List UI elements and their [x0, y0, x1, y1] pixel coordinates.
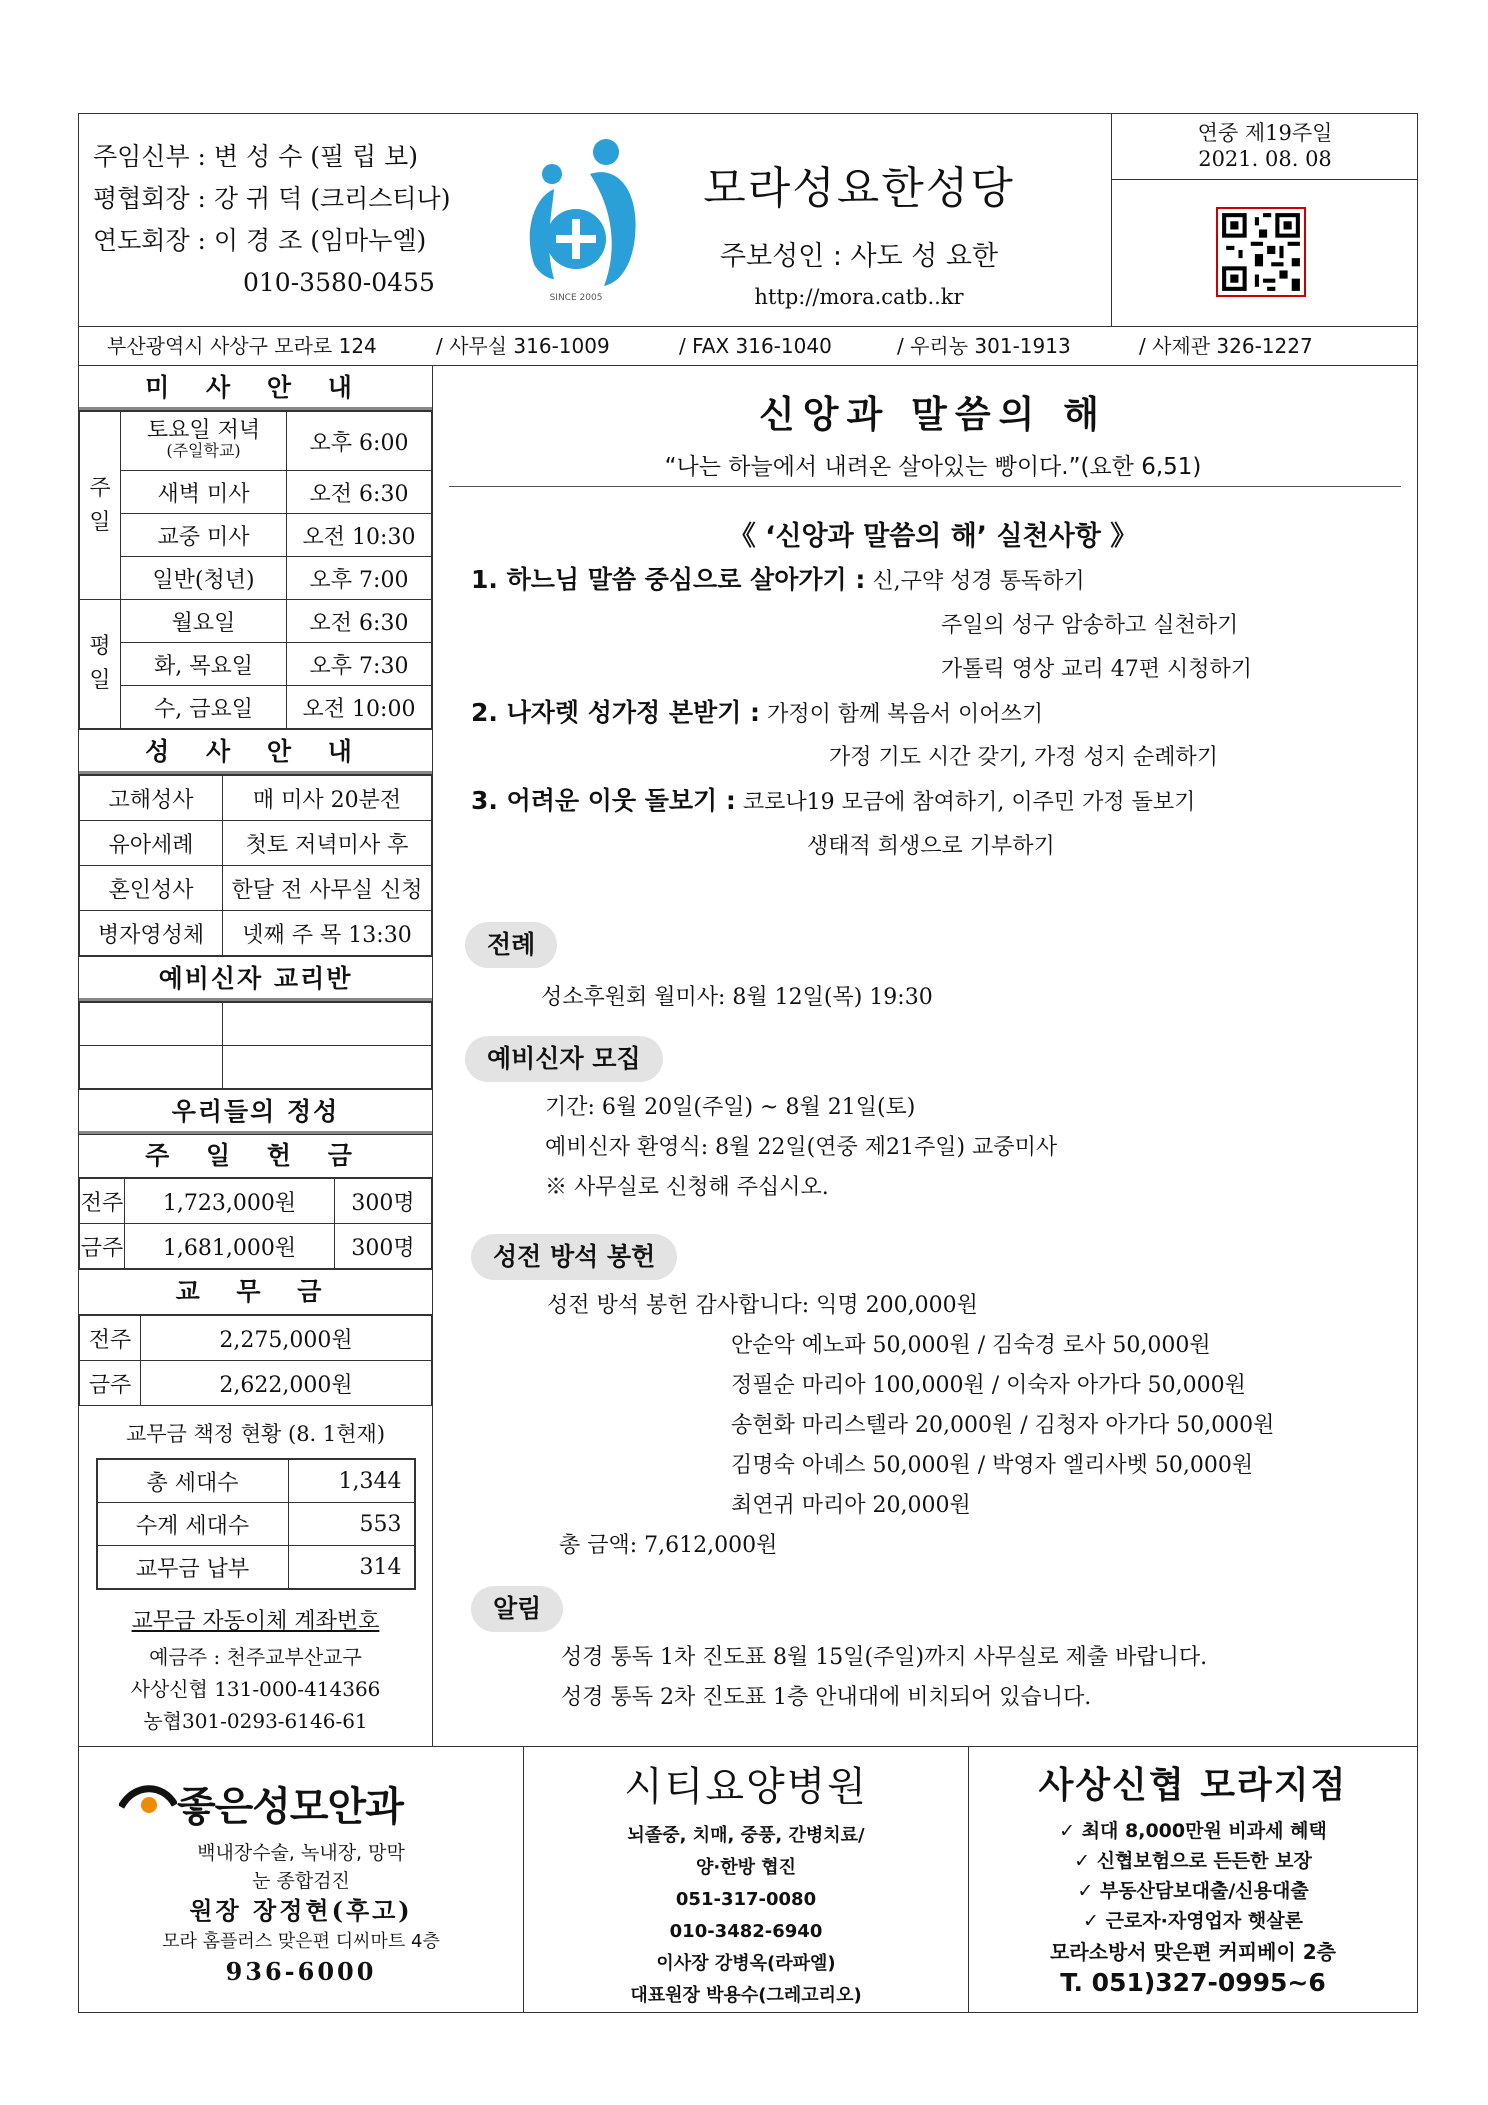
mass-name: 교중 미사: [121, 514, 287, 557]
notice-heading: 알림: [471, 1586, 563, 1632]
year-theme-title: 신앙과 말씀의 해: [759, 393, 1107, 436]
sacrament-table: [79, 775, 432, 956]
mass-time: 오전 10:30: [287, 514, 432, 557]
notice-line: 성경 통독 2차 진도표 1층 안내대에 비치되어 있습니다.: [561, 1685, 1092, 1710]
liturgy-heading: 전례: [465, 922, 557, 968]
council-president: 평협회장 : 강 귀 덕 (크리스티나): [93, 184, 451, 213]
status-label: 교무금 납부: [97, 1546, 289, 1590]
dues-week: 전주: [80, 1316, 141, 1361]
mass-name: 새벽 미사: [121, 471, 287, 514]
eye-clinic-phone: 936-6000: [225, 1957, 377, 1986]
offering-week: 금주: [80, 1224, 125, 1269]
mass-name: 일반(청년): [121, 557, 287, 600]
recruit-line: 예비신자 환영식: 8월 22일(연중 제21주일) 교중미사: [545, 1135, 1058, 1160]
mass-name: 토요일 저녁 (주일학교): [121, 412, 287, 471]
dues-amount: 2,275,000원: [141, 1316, 432, 1361]
offering-week: 전주: [80, 1179, 125, 1224]
credit-union-benefits: ✓ 최대 8,000만원 비과세 혜택 ✓ 신협보험으로 든든한 보장 ✓ 부동산담보대출/신용대출 ✓ 근로자·자영업자 햇살론: [1059, 1820, 1327, 1932]
notice-list: [561, 1638, 1207, 1718]
cushion-donors: 정필순 마리아 100,000원 / 이숙자 아가다 50,000원: [731, 1373, 1246, 1398]
parish-logo: [524, 134, 654, 304]
eye-clinic-logo: [79, 1771, 523, 1829]
practice-item: [471, 780, 1411, 870]
status-label: 총 세대수: [97, 1459, 289, 1503]
rectory-phone: / 사제관 326-1227: [1139, 334, 1313, 358]
account-list: [79, 1641, 432, 1737]
status-value: 1,344: [288, 1459, 415, 1503]
parish-url[interactable]: http://mora.catb..kr: [754, 285, 964, 309]
practice-item: [471, 692, 1411, 780]
eye-clinic-director: 원장 장정현(후고): [189, 1896, 413, 1925]
mass-time: 오전 10:00: [287, 686, 432, 729]
empty-cell: [223, 1046, 432, 1089]
mass-time: 오전 6:30: [287, 471, 432, 514]
practice-heading: 3. 어려운 이웃 돌보기 :: [471, 786, 736, 815]
practice-line: 가정이 함께 복음서 이어쓰기: [767, 702, 1044, 727]
liturgical-date: [1112, 114, 1418, 180]
practice-heading: 1. 하느님 말씀 중심으로 살아가기 :: [471, 565, 866, 594]
credit-union-location: 모라소방서 맞은편 커피베이 2층: [1050, 1940, 1336, 1964]
cushion-donors: 송현화 마리스텔라 20,000원 / 김청자 아가다 50,000원: [731, 1413, 1275, 1438]
mass-section-title: 미 사 안 내: [79, 366, 432, 411]
pastor: 주임신부 : 변 성 수 (필 립 보): [93, 142, 419, 171]
dues-amount: 2,622,000원: [141, 1361, 432, 1406]
dues-status-table: [96, 1458, 416, 1590]
cushion-heading: 성전 방석 봉헌: [471, 1234, 677, 1280]
main-column: [449, 366, 1417, 1746]
mass-name: 월요일: [121, 600, 287, 643]
cushion-donors: 최연귀 마리아 20,000원: [731, 1493, 971, 1518]
empty-cell: [80, 1003, 223, 1046]
office-phone: / 사무실 316-1009: [436, 334, 610, 358]
recruit-line: ※ 사무실로 신청해 주십시오.: [545, 1175, 829, 1200]
status-label: 수계 세대수: [97, 1503, 289, 1546]
eye-clinic-ad: [79, 1747, 524, 2013]
practice-list: [471, 558, 1411, 870]
logo-caption: SINCE 2005: [549, 293, 603, 303]
sacrament-name: 병자영성체: [80, 911, 223, 956]
eye-icon: [119, 1779, 177, 1819]
bulletin-page: [78, 113, 1418, 2013]
sunday-label: 주일: [80, 412, 121, 600]
sunday-offering-table: [79, 1178, 432, 1269]
practice-line: 신,구약 성경 통독하기: [872, 569, 1085, 594]
address-bar: [79, 327, 1417, 366]
mass-time: 오후 7:00: [287, 557, 432, 600]
offering-amount: 1,681,000원: [125, 1224, 335, 1269]
account-number: 사상신협 131-000-414366: [130, 1677, 381, 1701]
parish-header: [689, 152, 1029, 309]
eye-clinic-services: 백내장수술, 녹내장, 망막 눈 종합검진: [197, 1842, 405, 1892]
practice-line: 주일의 성구 암송하고 실천하기: [941, 613, 1239, 638]
qr-code[interactable]: [1216, 207, 1306, 297]
recruit-line: 기간: 6월 20일(주일) ~ 8월 21일(토): [545, 1095, 916, 1120]
catechumen-section-title: 예비신자 교리반: [79, 956, 432, 1002]
dues-title: 교 무 금: [79, 1269, 432, 1315]
account-title: 교무금 자동이체 계좌번호: [131, 1609, 380, 1634]
mass-schedule-table: [79, 411, 432, 729]
bulletin-date: 2021. 08. 08: [1198, 147, 1332, 171]
cushion-donor-list: [731, 1326, 1274, 1526]
farm-phone: / 우리농 301-1913: [897, 334, 1071, 358]
offering-count: 300명: [335, 1224, 432, 1269]
practice-line: 코로나19 모금에 참여하기, 이주민 가정 돌보기: [742, 790, 1196, 815]
account-holder: 예금주 : 천주교부산교구: [149, 1645, 362, 1669]
fax-number: / FAX 316-1040: [679, 334, 832, 358]
mass-name: 수, 금요일: [121, 686, 287, 729]
ad-strip: [79, 1746, 1417, 2013]
account-number: 농협301-0293-6146-61: [143, 1709, 368, 1733]
practice-line: 가정 기도 시간 갖기, 가정 성지 순례하기: [829, 745, 1218, 770]
liturgical-week: 연중 제19주일: [1197, 121, 1333, 145]
sunday-offering-title: 주 일 헌 금: [79, 1135, 432, 1178]
header: [79, 114, 1417, 327]
liturgy-text: 성소후원회 월미사: 8월 12일(목) 19:30: [541, 985, 933, 1010]
hospital-info: 뇌졸중, 치매, 중풍, 간병치료/ 양·한방 협진 051-317-0080 010-3482-6940 이사장 강병옥(라파엘) 대표원장 박용수(그레고리오): [627, 1825, 865, 2006]
sacrament-time: 넷째 주 목 13:30: [223, 911, 432, 956]
dues-week: 금주: [80, 1361, 141, 1406]
catechumen-table: [79, 1002, 432, 1089]
address: 부산광역시 사상구 모라로 124: [107, 334, 377, 358]
divider: [449, 486, 1401, 487]
recruit-list: [545, 1088, 1057, 1208]
dues-status-title: 교무금 책정 현황 (8. 1현재): [125, 1422, 386, 1446]
staff-info: [93, 136, 450, 304]
practice-heading: 2. 나자렛 성가정 본받기 :: [471, 698, 761, 727]
mass-name: 화, 목요일: [121, 643, 287, 686]
patron-saint: 주보성인 : 사도 성 요한: [719, 241, 999, 272]
eye-clinic-name: 좋은성모안과: [177, 1784, 403, 1830]
parish-name: 모라성요한성당: [703, 163, 1015, 214]
cushion-donors: 김명숙 아녜스 50,000원 / 박영자 엘리사벳 50,000원: [731, 1453, 1254, 1478]
empty-cell: [223, 1003, 432, 1046]
theme-verse: “나는 하늘에서 내려온 살아있는 빵이다.”(요한 6,51): [664, 454, 1202, 480]
credit-union-ad: [969, 1747, 1417, 2013]
dues-table: [79, 1315, 432, 1406]
credit-union-phone: T. 051)327-0995~6: [1060, 1968, 1326, 1997]
cushion-total: 총 금액: 7,612,000원: [559, 1533, 778, 1558]
youth-president: 연도회장 : 이 경 조 (임마누엘): [93, 226, 427, 255]
empty-cell: [80, 1046, 223, 1089]
mass-time: 오후 6:00: [287, 412, 432, 471]
cushion-donors: 안순악 예노파 50,000원 / 김숙경 로사 50,000원: [731, 1333, 1211, 1358]
practice-title: 《 ‘신앙과 말씀의 해’ 실천사항 》: [728, 521, 1138, 552]
sacrament-time: 매 미사 20분전: [223, 776, 432, 821]
practice-line: 가톨릭 영상 교리 47편 시청하기: [941, 657, 1252, 682]
weekday-label: 평일: [80, 600, 121, 729]
notice-line: 성경 통독 1차 진도표 8월 15일(주일)까지 사무실로 제출 바랍니다.: [561, 1645, 1208, 1670]
hospital-ad: [524, 1747, 969, 2013]
sacrament-name: 고해성사: [80, 776, 223, 821]
status-value: 553: [288, 1503, 415, 1546]
mass-time: 오전 6:30: [287, 600, 432, 643]
offering-count: 300명: [335, 1179, 432, 1224]
offering-section-title: 우리들의 정성: [79, 1089, 432, 1135]
mass-time: 오후 7:30: [287, 643, 432, 686]
cushion-intro: 성전 방석 봉헌 감사합니다: 익명 200,000원: [547, 1293, 978, 1318]
offering-amount: 1,723,000원: [125, 1179, 335, 1224]
sacrament-name: 유아세례: [80, 821, 223, 866]
contact-phone: 010-3580-0455: [243, 268, 435, 297]
practice-item: [471, 558, 1411, 692]
date-box: [1111, 114, 1418, 326]
left-column: [79, 366, 433, 1746]
sacrament-section-title: 성 사 안 내: [79, 729, 432, 775]
sacrament-name: 혼인성사: [80, 866, 223, 911]
sacrament-time: 첫토 저녁미사 후: [223, 821, 432, 866]
hospital-name: 시티요양병원: [624, 1764, 868, 1810]
eye-clinic-location: 모라 홈플러스 맞은편 디씨마트 4층: [162, 1931, 440, 1952]
recruit-heading: 예비신자 모집: [465, 1036, 663, 1082]
status-value: 314: [288, 1546, 415, 1590]
practice-line: 생태적 희생으로 기부하기: [807, 834, 1055, 859]
credit-union-name: 사상신협 모라지점: [1038, 1765, 1348, 1806]
sacrament-time: 한달 전 사무실 신청: [223, 866, 432, 911]
